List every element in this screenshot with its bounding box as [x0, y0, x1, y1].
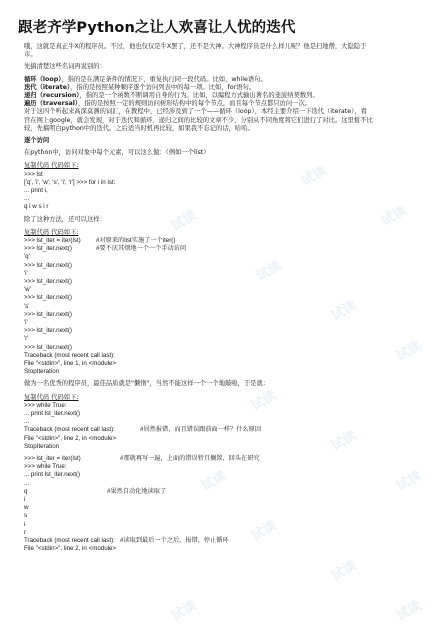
term-definition	[24, 92, 319, 99]
code-text: >>> lst_iter.next()	[24, 343, 72, 351]
code-line	[24, 471, 80, 478]
code-text: q	[24, 487, 28, 495]
code-line	[24, 237, 176, 244]
watermark-text: 试读	[168, 208, 200, 235]
code-line	[24, 360, 116, 367]
code-text: 'i'	[24, 269, 28, 277]
code-text: Traceback (most recent call last):	[24, 537, 115, 544]
code-text: >>> lst_iter.next()	[24, 261, 72, 269]
code-line: q i w s i r	[24, 203, 49, 211]
code-text: >>> lst_iter = iter(lst)	[24, 237, 81, 244]
code-text: Traceback (most recent call last):	[24, 351, 115, 359]
term-definition	[24, 84, 255, 91]
copy-code-label: 复制代码 代码如下:	[24, 162, 79, 170]
watermark-text: 试读	[378, 203, 410, 230]
code-text: ... print lst_iter.next()	[24, 410, 81, 417]
watermark-text: 试读	[298, 163, 330, 190]
code-line	[24, 245, 187, 253]
code-comment: #居然报错，而且错误跟前面一样？什么原因	[140, 426, 262, 434]
term-text: ，指的是在满足条件的情况下，重复执行同一段代码。比如，while语句。	[61, 75, 267, 83]
code-text: r	[24, 528, 27, 536]
code-text: File "<stdin>", line 2, in <module>	[24, 434, 117, 442]
code-text: >>> lst_iter = iter(lst)	[24, 455, 81, 462]
code-line	[24, 278, 72, 285]
code-line	[24, 521, 25, 528]
term-keyword: 遍历（traversal）	[24, 100, 79, 108]
code-line	[24, 504, 28, 511]
code-text: >>> lst_iter.next()	[24, 245, 72, 253]
watermark-text: 试读	[393, 598, 425, 624]
paragraph-line: 对于这四个听起来高深莫测的词汇，在教程中，已经涉及到了一个——循环（loop），本经主要介绍一下迭代（iterate），看	[24, 108, 367, 116]
watermark-text: 试读	[248, 518, 280, 545]
code-line	[24, 368, 59, 375]
code-text: i	[24, 520, 26, 528]
code-text: File "<stdin>", line 1, in <module>	[24, 360, 117, 367]
code-comment: #读取到最后一个之后，报错，停止循环	[120, 537, 229, 544]
code-line	[24, 418, 29, 425]
code-text: 'r'	[24, 335, 29, 343]
term-keyword: 循环（loop）	[24, 75, 62, 83]
code-line	[24, 537, 229, 544]
section-text: 除了这种方法，还可以这样：	[24, 215, 106, 223]
code-line	[24, 335, 28, 342]
code-text: ...	[24, 479, 30, 487]
term-text: ，指的是按照某种顺序逐个访问列表中的每一项。比如，for语句。	[70, 83, 256, 91]
code-text: StopIteration	[24, 368, 60, 376]
page-title: 跟老齐学Python之让人欢喜让人忧的迭代	[18, 20, 296, 36]
code-line	[24, 311, 72, 318]
code-text: Traceback (most recent call last):	[24, 426, 115, 434]
code-line: ...	[24, 195, 30, 203]
code-line	[24, 496, 25, 503]
code-comment: #果然自动化地读取了	[107, 487, 167, 495]
paragraph-line: 官在网上google，就会发现，对于迭代和循环、递归之间的比较的文章不少，分别从不同角度将它们进行了对比。这里暂不比	[24, 116, 373, 124]
term-keyword: 递归（recursion）	[24, 92, 80, 99]
code-text: 's'	[24, 302, 30, 310]
code-text: >>> lst_iter.next()	[24, 278, 72, 285]
copy-code-label: 复制代码 代码如下:	[24, 228, 79, 236]
code-text: 'w'	[24, 286, 31, 294]
code-line	[24, 270, 28, 277]
code-line	[24, 286, 31, 293]
code-text: w	[24, 504, 29, 512]
code-text: i	[24, 496, 26, 503]
section-text: 做为一名优秀的程序员，最佳品质就是"懒惰"，当然不能这样一个一个地敲啦，于是就：	[24, 380, 270, 388]
watermark-text: 试读	[328, 558, 360, 585]
watermark-text: 试读	[393, 338, 425, 365]
code-line	[24, 327, 72, 334]
section-heading: 逐个访问	[24, 137, 50, 144]
code-text: ... print lst_iter.next()	[24, 471, 81, 479]
code-text: File "<stdin>", line 2, in <module>	[24, 545, 117, 553]
code-line	[24, 344, 72, 351]
code-line	[24, 303, 29, 310]
copy-code-label: 复制代码 代码如下:	[24, 393, 79, 401]
watermark-text: 试读	[253, 258, 285, 285]
code-line: ['q', 'i', 'w', 's', 'i', 'r'] >>> for i in lst:	[24, 178, 116, 186]
term-definition	[24, 100, 311, 107]
code-line	[24, 262, 72, 269]
section-text: 在python中，访问对象中每个元素，可以这么做：（例如一个list）	[24, 149, 210, 157]
code-line: ... print i,	[24, 187, 48, 194]
code-text: >>> lst_iter.next()	[24, 327, 72, 335]
code-text: ...	[24, 418, 30, 426]
code-line	[24, 426, 262, 434]
intro-line: 哦，这就是真正牛X的程序员。不过，他也仅仅是牛X罢了，还不是大神。大神程序员是什么样儿呢？他是扫地僧，大隐隐于	[24, 43, 367, 50]
code-line	[24, 463, 66, 470]
term-text: ，指的是一个函数不断调用自身的行为。比如，以编程方式输出著名的斐波纳契数列。	[79, 92, 319, 99]
code-line	[24, 480, 29, 487]
code-text: 'i'	[24, 319, 28, 326]
code-line	[24, 352, 115, 359]
term-definition	[24, 76, 267, 83]
code-line	[24, 435, 116, 442]
code-line	[24, 545, 116, 552]
code-comment: #对原来的list实施了一个iter()	[96, 237, 176, 244]
code-line	[24, 294, 72, 301]
code-line	[24, 402, 66, 409]
code-line	[24, 487, 167, 495]
code-line	[24, 512, 27, 519]
watermark-text: 试读	[248, 388, 280, 415]
code-text: >>> lst_iter.next()	[24, 294, 72, 302]
watermark-text: 试读	[168, 598, 200, 624]
code-text: >>> while True:	[24, 463, 67, 471]
code-text: >>> while True:	[24, 401, 67, 409]
paragraph-line: 较，先搞明白python中的迭代。之后适当时机再比较，如果我不忘记的话，哈哈。	[24, 124, 254, 132]
watermark-text: 试读	[393, 468, 425, 495]
code-line	[24, 253, 30, 260]
code-line	[24, 443, 59, 450]
watermark-text: 试读	[328, 428, 360, 455]
code-line	[24, 319, 28, 326]
intro-line: 市。	[24, 51, 37, 59]
code-comment: #要不厌其烦地一个一个手动访问	[96, 245, 187, 253]
code-line: >>> lst	[24, 170, 43, 178]
watermark-text: 试读	[198, 468, 230, 495]
code-text: StopIteration	[24, 442, 60, 450]
code-comment: #那就再写一遍，上面的错误暂且搁置，回头在研究	[120, 455, 260, 462]
term-keyword: 迭代（iterate）	[24, 83, 71, 91]
term-text: ，指的是按照一定的规则访问树形结构中的每个节点，而且每个节点都只访问一次。	[78, 100, 312, 108]
watermark-text: 试读	[328, 298, 360, 325]
code-text: 'q'	[24, 253, 30, 261]
code-line	[24, 455, 260, 462]
code-text: >>> lst_iter.next()	[24, 310, 72, 318]
code-text: s	[24, 512, 28, 520]
terms-lead: 先搞清楚这些名词再说别的：	[24, 63, 106, 71]
code-line	[24, 410, 80, 417]
code-line	[24, 529, 26, 536]
